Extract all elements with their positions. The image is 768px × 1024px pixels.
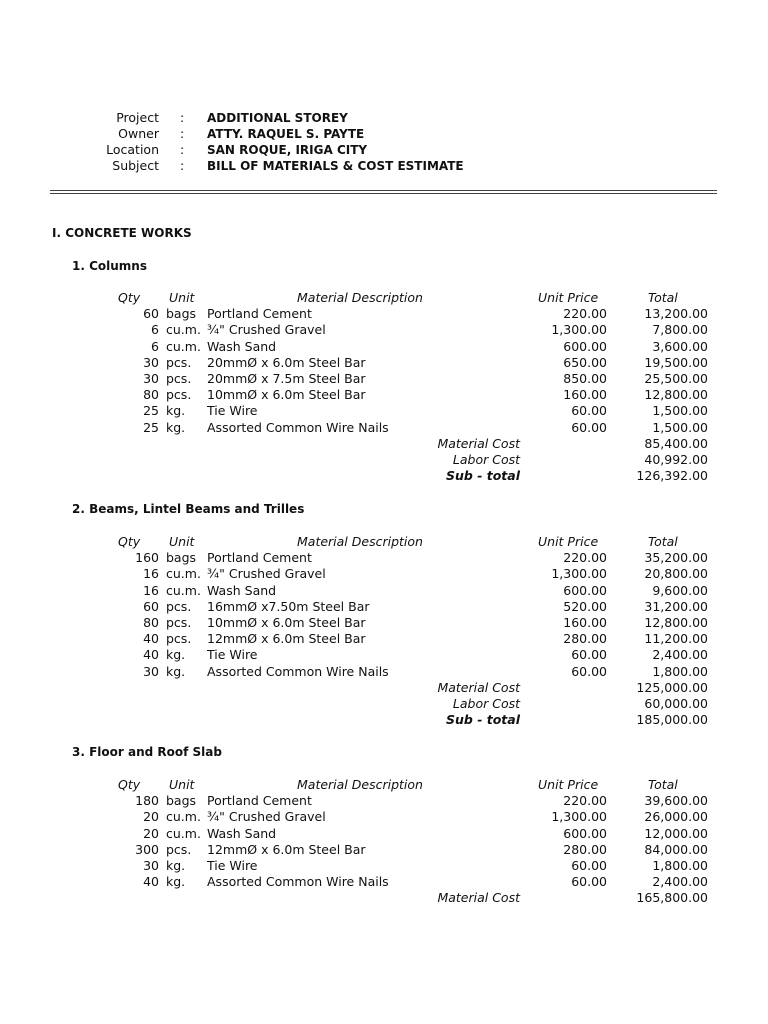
- summary-row: [0, 890, 768, 906]
- summary-label: Sub - total: [446, 712, 520, 727]
- cell-desc: Assorted Common Wire Nails: [207, 420, 389, 435]
- cell-price: 60.00: [571, 420, 607, 435]
- cell-desc: 12mmØ x 6.0m Steel Bar: [207, 842, 366, 857]
- cell-price: 60.00: [571, 647, 607, 662]
- column-header-desc: Material Description: [297, 777, 423, 792]
- cell-qty: 16: [143, 583, 159, 598]
- table-row: [0, 809, 768, 825]
- cell-unit: pcs.: [166, 387, 192, 402]
- summary-value: 60,000.00: [644, 696, 708, 711]
- cell-qty: 60: [143, 599, 159, 614]
- table-row: [0, 874, 768, 890]
- header-label: Project: [116, 110, 159, 125]
- cell-desc: 20mmØ x 6.0m Steel Bar: [207, 355, 366, 370]
- cell-qty: 160: [135, 550, 159, 565]
- cell-qty: 60: [143, 306, 159, 321]
- table-row: [0, 403, 768, 419]
- cell-total: 25,500.00: [644, 371, 708, 386]
- cell-qty: 6: [151, 339, 159, 354]
- header-label: Owner: [118, 126, 159, 141]
- cell-desc: ¾" Crushed Gravel: [207, 809, 326, 824]
- table-header: [0, 777, 768, 793]
- subsection-title: 3. Floor and Roof Slab: [72, 745, 222, 759]
- cell-price: 650.00: [563, 355, 607, 370]
- cell-total: 20,800.00: [644, 566, 708, 581]
- header-value: ADDITIONAL STOREY: [207, 111, 348, 125]
- cell-qty: 30: [143, 355, 159, 370]
- cell-desc: Wash Sand: [207, 583, 277, 598]
- table-row: [0, 387, 768, 403]
- summary-label: Labor Cost: [452, 452, 520, 467]
- cell-total: 2,400.00: [652, 874, 708, 889]
- cell-price: 60.00: [571, 858, 607, 873]
- table-row: [0, 599, 768, 615]
- header-location: [0, 142, 768, 158]
- table-row: [0, 842, 768, 858]
- summary-value: 165,800.00: [636, 890, 708, 905]
- header-project: [0, 110, 768, 126]
- cell-desc: Tie Wire: [207, 403, 258, 418]
- cell-qty: 40: [143, 631, 159, 646]
- cell-unit: cu.m.: [166, 826, 201, 841]
- header-subject: [0, 158, 768, 174]
- cell-price: 160.00: [563, 615, 607, 630]
- table-row: [0, 826, 768, 842]
- header-value: SAN ROQUE, IRIGA CITY: [207, 143, 368, 157]
- column-header-desc: Material Description: [297, 534, 423, 549]
- column-header-qty: Qty: [118, 534, 141, 549]
- cell-desc: 16mmØ x7.50m Steel Bar: [207, 599, 370, 614]
- cell-desc: Wash Sand: [207, 339, 277, 354]
- header-value: ATTY. RAQUEL S. PAYTE: [207, 127, 365, 141]
- cell-total: 39,600.00: [644, 793, 708, 808]
- summary-label: Sub - total: [446, 468, 520, 483]
- cell-qty: 20: [143, 809, 159, 824]
- cell-total: 1,800.00: [652, 858, 708, 873]
- column-header-total: Total: [648, 534, 678, 549]
- header-divider-bottom: [50, 193, 717, 194]
- cell-price: 60.00: [571, 664, 607, 679]
- cell-desc: Portland Cement: [207, 550, 312, 565]
- column-header-price: Unit Price: [538, 534, 599, 549]
- cell-qty: 6: [151, 322, 159, 337]
- cell-unit: kg.: [166, 420, 186, 435]
- summary-row: [0, 468, 768, 484]
- cell-qty: 180: [135, 793, 159, 808]
- cell-total: 1,500.00: [652, 403, 708, 418]
- cell-qty: 40: [143, 874, 159, 889]
- header-label: Location: [106, 142, 159, 157]
- cell-price: 520.00: [563, 599, 607, 614]
- cell-price: 220.00: [563, 306, 607, 321]
- cell-unit: kg.: [166, 403, 186, 418]
- cell-total: 11,200.00: [644, 631, 708, 646]
- cell-price: 60.00: [571, 403, 607, 418]
- cell-total: 31,200.00: [644, 599, 708, 614]
- table-row: [0, 647, 768, 663]
- cell-unit: pcs.: [166, 631, 192, 646]
- cell-desc: Portland Cement: [207, 306, 312, 321]
- header-colon: :: [180, 142, 185, 157]
- summary-row: [0, 696, 768, 712]
- cell-desc: Tie Wire: [207, 647, 258, 662]
- cell-price: 1,300.00: [551, 809, 607, 824]
- summary-value: 85,400.00: [644, 436, 708, 451]
- summary-value: 40,992.00: [644, 452, 708, 467]
- cell-unit: cu.m.: [166, 566, 201, 581]
- table-row: [0, 550, 768, 566]
- cell-price: 600.00: [563, 339, 607, 354]
- cell-price: 1,300.00: [551, 322, 607, 337]
- cell-unit: cu.m.: [166, 809, 201, 824]
- table-row: [0, 339, 768, 355]
- cell-unit: bags: [166, 793, 197, 808]
- cell-total: 19,500.00: [644, 355, 708, 370]
- cell-desc: Assorted Common Wire Nails: [207, 874, 389, 889]
- cell-qty: 16: [143, 566, 159, 581]
- cell-desc: 10mmØ x 6.0m Steel Bar: [207, 387, 366, 402]
- cell-price: 600.00: [563, 583, 607, 598]
- table-header: [0, 290, 768, 306]
- cell-qty: 20: [143, 826, 159, 841]
- cell-unit: kg.: [166, 647, 186, 662]
- cell-unit: kg.: [166, 664, 186, 679]
- cell-qty: 30: [143, 664, 159, 679]
- table-row: [0, 583, 768, 599]
- cell-total: 1,500.00: [652, 420, 708, 435]
- column-header-total: Total: [648, 777, 678, 792]
- cell-unit: pcs.: [166, 599, 192, 614]
- column-header-desc: Material Description: [297, 290, 423, 305]
- summary-value: 185,000.00: [636, 712, 708, 727]
- cell-qty: 300: [135, 842, 159, 857]
- summary-row: [0, 436, 768, 452]
- table-row: [0, 664, 768, 680]
- cell-desc: Tie Wire: [207, 858, 258, 873]
- cell-total: 2,400.00: [652, 647, 708, 662]
- cell-unit: cu.m.: [166, 322, 201, 337]
- header-colon: :: [180, 158, 185, 173]
- summary-label: Material Cost: [437, 890, 520, 905]
- cell-unit: cu.m.: [166, 583, 201, 598]
- cell-desc: ¾" Crushed Gravel: [207, 322, 326, 337]
- table-row: [0, 858, 768, 874]
- cell-price: 220.00: [563, 550, 607, 565]
- cell-price: 850.00: [563, 371, 607, 386]
- cell-qty: 40: [143, 647, 159, 662]
- summary-label: Labor Cost: [452, 696, 520, 711]
- column-header-qty: Qty: [118, 290, 141, 305]
- cell-total: 13,200.00: [644, 306, 708, 321]
- cell-price: 60.00: [571, 874, 607, 889]
- cell-total: 12,000.00: [644, 826, 708, 841]
- cell-unit: bags: [166, 306, 197, 321]
- cell-desc: ¾" Crushed Gravel: [207, 566, 326, 581]
- cell-desc: 20mmØ x 7.5m Steel Bar: [207, 371, 366, 386]
- cell-total: 7,800.00: [652, 322, 708, 337]
- cell-desc: Portland Cement: [207, 793, 312, 808]
- cell-price: 280.00: [563, 631, 607, 646]
- cell-unit: pcs.: [166, 371, 192, 386]
- cell-total: 84,000.00: [644, 842, 708, 857]
- cell-desc: Wash Sand: [207, 826, 277, 841]
- cell-total: 12,800.00: [644, 387, 708, 402]
- summary-row: [0, 680, 768, 696]
- summary-row: [0, 712, 768, 728]
- table-header: [0, 534, 768, 550]
- cell-price: 1,300.00: [551, 566, 607, 581]
- summary-label: Material Cost: [437, 436, 520, 451]
- header-colon: :: [180, 110, 185, 125]
- header-divider-top: [50, 190, 717, 191]
- header-value: BILL OF MATERIALS & COST ESTIMATE: [207, 159, 464, 173]
- cell-total: 3,600.00: [652, 339, 708, 354]
- summary-row: [0, 452, 768, 468]
- summary-value: 125,000.00: [636, 680, 708, 695]
- cell-price: 220.00: [563, 793, 607, 808]
- table-row: [0, 566, 768, 582]
- table-row: [0, 420, 768, 436]
- cell-total: 1,800.00: [652, 664, 708, 679]
- cell-qty: 30: [143, 371, 159, 386]
- cell-unit: bags: [166, 550, 197, 565]
- cell-qty: 25: [143, 403, 159, 418]
- cell-unit: kg.: [166, 874, 186, 889]
- column-header-qty: Qty: [118, 777, 141, 792]
- table-row: [0, 631, 768, 647]
- header-owner: [0, 126, 768, 142]
- summary-value: 126,392.00: [636, 468, 708, 483]
- cell-qty: 80: [143, 387, 159, 402]
- cell-price: 600.00: [563, 826, 607, 841]
- cell-total: 26,000.00: [644, 809, 708, 824]
- cell-qty: 25: [143, 420, 159, 435]
- cell-unit: pcs.: [166, 615, 192, 630]
- column-header-price: Unit Price: [538, 777, 599, 792]
- table-row: [0, 322, 768, 338]
- table-row: [0, 793, 768, 809]
- header-colon: :: [180, 126, 185, 141]
- cell-unit: cu.m.: [166, 339, 201, 354]
- column-header-unit: Unit: [169, 534, 195, 549]
- cell-unit: pcs.: [166, 842, 192, 857]
- column-header-total: Total: [648, 290, 678, 305]
- cell-price: 160.00: [563, 387, 607, 402]
- cell-unit: kg.: [166, 858, 186, 873]
- section-title: I. CONCRETE WORKS: [52, 226, 192, 240]
- subsection-title: 1. Columns: [72, 259, 147, 273]
- column-header-unit: Unit: [169, 777, 195, 792]
- table-row: [0, 371, 768, 387]
- cell-total: 12,800.00: [644, 615, 708, 630]
- column-header-price: Unit Price: [538, 290, 599, 305]
- cell-desc: Assorted Common Wire Nails: [207, 664, 389, 679]
- cell-desc: 12mmØ x 6.0m Steel Bar: [207, 631, 366, 646]
- table-row: [0, 306, 768, 322]
- cell-total: 35,200.00: [644, 550, 708, 565]
- table-row: [0, 355, 768, 371]
- cell-qty: 30: [143, 858, 159, 873]
- summary-label: Material Cost: [437, 680, 520, 695]
- subsection-title: 2. Beams, Lintel Beams and Trilles: [72, 502, 305, 516]
- cell-unit: pcs.: [166, 355, 192, 370]
- column-header-unit: Unit: [169, 290, 195, 305]
- cell-qty: 80: [143, 615, 159, 630]
- header-label: Subject: [112, 158, 159, 173]
- cell-total: 9,600.00: [652, 583, 708, 598]
- cell-desc: 10mmØ x 6.0m Steel Bar: [207, 615, 366, 630]
- cell-price: 280.00: [563, 842, 607, 857]
- table-row: [0, 615, 768, 631]
